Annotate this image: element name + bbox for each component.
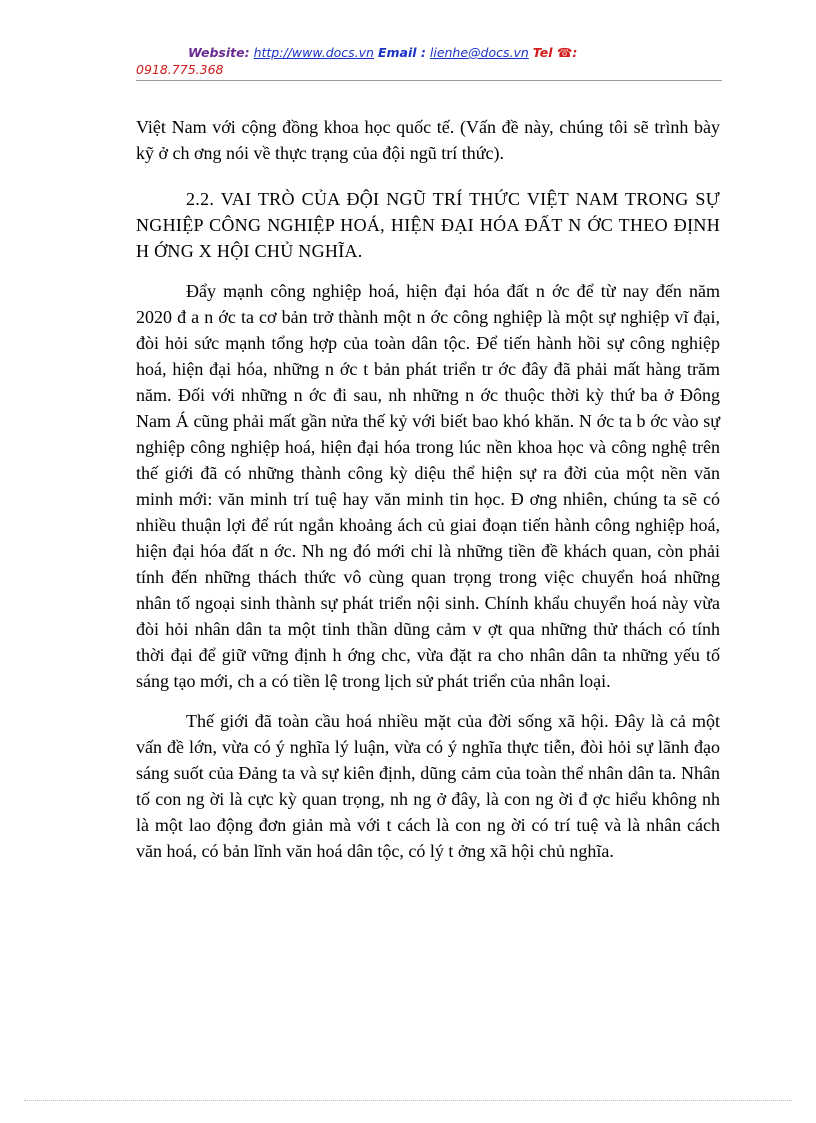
website-label: Website: bbox=[188, 45, 250, 60]
phone-number: 0918.775.368 bbox=[136, 62, 224, 77]
document-body bbox=[136, 114, 720, 878]
email-label: Email : bbox=[377, 45, 426, 60]
paragraph-1: Đẩy mạnh công nghiệp hoá, hiện đại hóa đất n ớc để từ nay đến năm 2020 đ a n ớc ta cơ bản trở thành một n ớc công nghiệp là một sự nghiệp vĩ đại, đòi hỏi sức mạnh tổng hợp của toàn dân tộc. Để tiến hành hồi sự công nghiệp hoá, hiện đại hóa, những n ớc t bản phát triển tr ớc đây đã phải mất hàng trăm năm. Đối với những n ớc đi sau, nh những n ớc thuộc thời kỳ thứ ba ở Đông Nam Á cũng phải mất gần nửa thế kỷ với biết bao khó khăn. N ớc ta b ớc vào sự nghiệp công nghiệp hoá, hiện đại hóa trong lúc nền khoa học và công nghệ trên thế giới đã có những thành công kỳ diệu thể hiện sự ra đời của một nền văn minh mới: văn minh trí tuệ hay văn minh tin học. Đ ơng nhiên, chúng ta sẽ có nhiều thuận lợi để rút ngắn khoảng ách củ giai đoạn tiến hành công nghiệp hoá, hiện đại hóa đất n ớc. Nh ng đó mới chỉ là những tiền đề khách quan, còn phải tính đến những thách thức vô cùng quan trọng trong việc chuyển hoá những nhân tố ngoại sinh thành sự phát triển nội sinh. Chính khẩu chuyển hoá này vừa đòi hỏi nhân dân ta một tinh thần dũng cảm v ợt qua những thử thách có tính thời đại để giữ vững định h ớng chc, vừa đặt ra cho nhân dân ta những yếu tố sáng tạo mới, ch a có tiền lệ trong lịch sử phát triển của nhân loại. bbox=[136, 281, 720, 691]
website-link[interactable]: http://www.docs.vn bbox=[253, 45, 374, 60]
footer-divider bbox=[24, 1100, 792, 1101]
page-header bbox=[136, 44, 720, 78]
header-divider bbox=[136, 80, 722, 81]
intro-paragraph: Việt Nam với cộng đồng khoa học quốc tế. (Vấn đề này, chúng tôi sẽ trình bày kỹ ở ch ơng nói về thực trạng của đội ngũ trí thức). bbox=[136, 117, 720, 163]
header-contact-line bbox=[136, 44, 720, 61]
email-link[interactable]: lienhe@docs.vn bbox=[429, 45, 529, 60]
section-heading: 2.2. VAI TRÒ CỦA ĐỘI NGŨ TRÍ THỨC VIỆT NAM TRONG SỰ NGHIỆP CÔNG NGHIỆP HOÁ, HIỆN ĐẠI HÓA ĐẤT N ỚC THEO ĐỊNH H ỚNG X HỘI CHỦ NGHĨA. bbox=[136, 189, 720, 261]
tel-label: Tel ☎: bbox=[532, 45, 578, 60]
paragraph-2: Thế giới đã toàn cầu hoá nhiều mặt của đời sống xã hội. Đây là cả một vấn đề lớn, vừa có ý nghĩa lý luận, vừa có ý nghĩa thực tiễn, đòi hỏi sự lãnh đạo sáng suốt của Đảng ta và sự kiên định, dũng cảm của toàn thể nhân dân ta. Nhân tố con ng ời là cực kỳ quan trọng, nh ng ở đây, là con ng ời đ ợc hiểu không nh là một lao động đơn giản mà với t cách là con ng ời có trí tuệ và là nhân cách văn hoá, có bản lĩnh văn hoá dân tộc, có lý t ởng xã hội chủ nghĩa. bbox=[136, 711, 720, 861]
